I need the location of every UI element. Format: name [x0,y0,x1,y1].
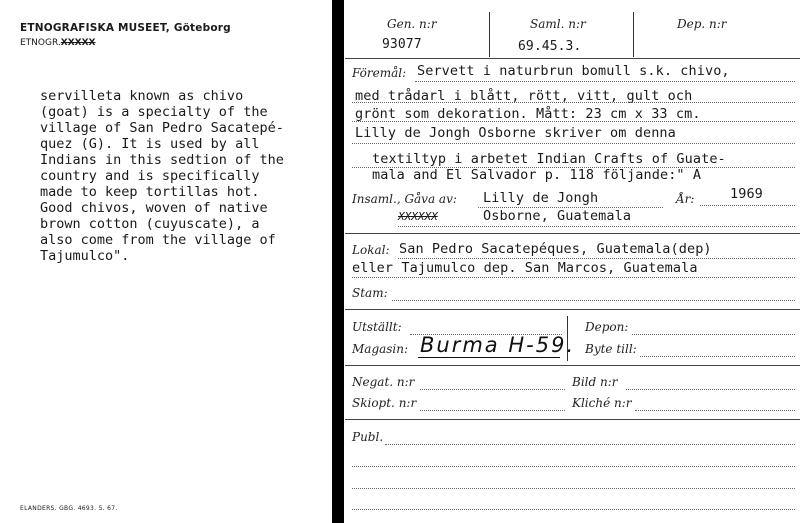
insamlad-label: Insaml., Gåva av: [352,192,457,206]
left-text-line: Tajumulco". [40,248,130,264]
depon-label: Depon: [585,320,629,334]
left-text-line: made to keep tortillas hot. [40,184,260,200]
byte-till-label: Byte till: [585,342,637,356]
foremal-line: Servett i naturbrun bomull s.k. chivo, [417,63,730,79]
etnogr-label: ETNOGR. [20,38,61,48]
ar-dotline [700,205,795,206]
left-text-line: Indians in this sedtion of the [40,152,284,168]
ar-value: 1969 [730,186,763,202]
bild-label: Bild n:r [572,375,618,389]
publ-dotline [352,509,795,510]
left-text-line: country and is specifically [40,168,260,184]
byte-dotline [640,356,795,357]
skiopt-dotline [420,410,565,411]
publ-dotline [352,466,795,467]
left-text-line: village of San Pedro Sacatepé- [40,120,284,136]
section-rule [345,233,800,234]
foremal-dotline [352,102,795,103]
header-divider [489,12,490,57]
foremal-line: mala and El Salvador p. 118 följande:" A [372,167,702,183]
foremal-line: med trådarl i blått, rött, vitt, gult och [355,88,693,104]
negat-dotline [420,389,565,390]
publ-dotline [385,444,795,445]
foremal-line: Lilly de Jongh Osborne skriver om denna [355,125,676,141]
stam-dotline [392,300,795,301]
foremal-line: grönt som dekoration. Mått: 23 cm x 33 cm. [355,106,701,122]
insamlad-value-2: Osborne, Guatemala [483,208,632,224]
left-text-line: also come from the village of [40,232,276,248]
saml-nr-label: Saml. n:r [530,17,586,31]
foremal-dotline [352,143,795,144]
utstallt-label: Utställt: [352,320,402,334]
lokal-dotline [398,258,795,259]
depon-dotline [632,334,795,335]
left-text-line: Good chivos, woven of native [40,200,268,216]
saml-nr-value: 69.45.3. [518,39,582,54]
insamlad-struck: XXXXXX [398,210,438,223]
left-text-line: servilleta known as chivo [40,88,244,104]
etnogr-struck-value: XXXXX [60,38,96,48]
left-text-line: quez (G). It is used by all [40,136,260,152]
printer-note: ELANDERS. GBG. 4693. 5. 67. [20,505,118,512]
stam-label: Stam: [352,286,388,300]
gen-nr-value: 93077 [382,37,422,52]
etnogr-line [20,38,95,48]
skiopt-label: Skiopt. n:r [352,396,417,410]
magasin-label: Magasin: [352,342,409,356]
card-divider [332,0,344,523]
foremal-line: textiltyp i arbetet Indian Crafts of Guate- [372,151,726,167]
kliche-label: Kliché n:r [572,396,632,410]
header-divider [633,12,634,57]
publ-dotline [352,488,795,489]
magasin-value: Burma H-59. [420,333,576,357]
foremal-dotline [415,81,795,82]
lokal-line-1: San Pedro Sacatepéques, Guatemala(dep) [399,241,712,257]
insamlad-dotline [398,226,795,227]
lokal-label: Lokal: [352,243,390,257]
insamlad-value: Lilly de Jongh [483,190,599,206]
section-rule [345,309,800,310]
left-text-line: brown cotton (cuyuscate), a [40,216,260,232]
gen-nr-label: Gen. n:r [387,17,437,31]
left-text-line: (goat) is a specialty of the [40,104,268,120]
kliche-dotline [635,410,795,411]
foremal-label: Föremål: [352,66,407,80]
section-rule [345,419,800,420]
header-rule [345,58,800,59]
publ-label: Publ. [352,430,384,444]
negat-label: Negat. n:r [352,375,415,389]
lokal-line-2: eller Tajumulco dep. San Marcos, Guatemala [352,260,698,276]
foremal-dotline [352,167,795,168]
bild-dotline [626,389,795,390]
foremal-dotline [352,121,795,122]
magasin-underline [418,357,560,358]
museum-name: ETNOGRAFISKA MUSEET, Göteborg [20,22,231,34]
section-rule [345,365,800,366]
dep-nr-label: Dep. n:r [677,17,727,31]
lokal-dotline [352,277,795,278]
ar-label: År: [676,192,695,206]
